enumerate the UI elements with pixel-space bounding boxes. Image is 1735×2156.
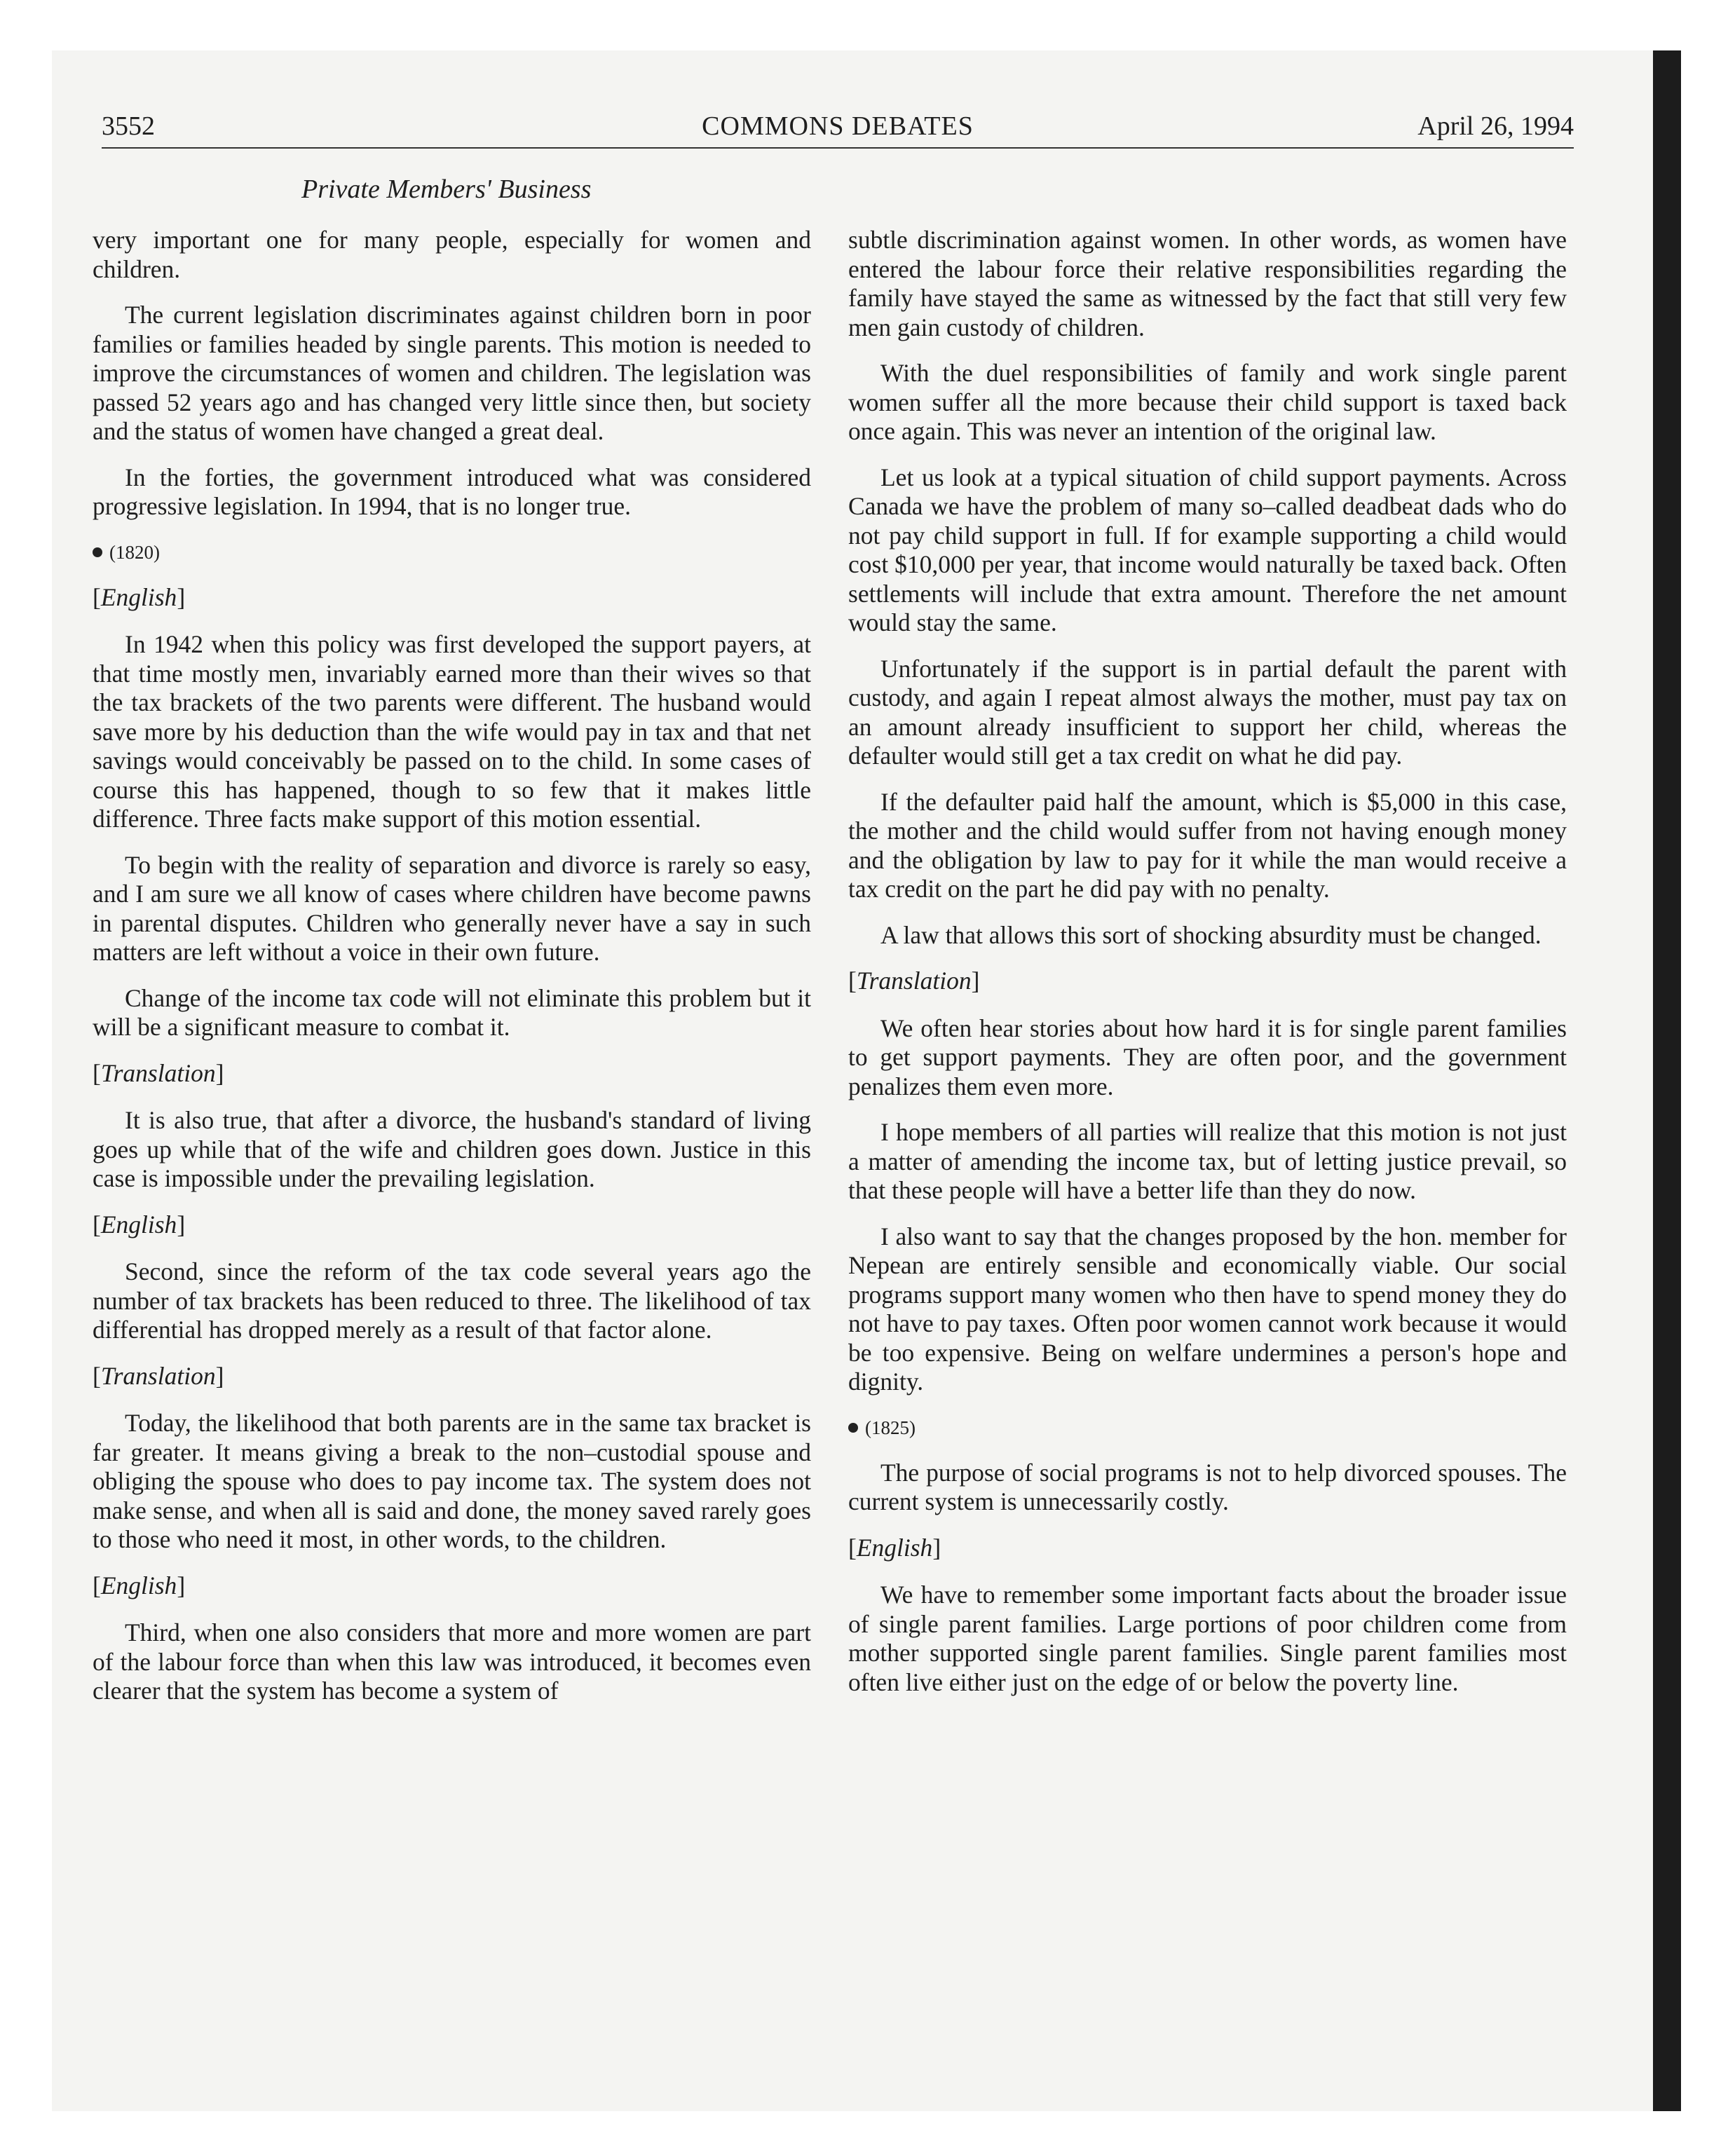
paragraph: very important one for many people, especially for women and children.	[93, 226, 811, 283]
header-rule	[102, 147, 1574, 149]
paragraph: In 1942 when this policy was first developed the support payers, at that time mostly men, invariably earned more than their wives so that the tax brackets of the two parents were different. The husband would save more by his deduction than the wife would pay in tax and that net savings would conceivably be passed on to the child. In some cases of course this has happened, though to so few that it makes little difference. Three facts make support of this motion essential.	[93, 630, 811, 833]
paragraph: I hope members of all parties will realize that this motion is not just a matter of amending the income tax, but of letting justice prevail, so that these people will have a better life than they do now.	[848, 1118, 1567, 1204]
language-marker: [English]	[848, 1533, 941, 1562]
paragraph: If the defaulter paid half the amount, which is $5,000 in this case, the mother and the child would suffer from not having enough money and the obligation by law to pay for it while the man would receive a tax credit on the part he did pay with no penalty.	[848, 787, 1567, 903]
paragraph: We have to remember some important facts about the broader issue of single parent families. Large portions of poor children come from mother supported single parent families. Single parent families most often live either just on the edge of or below the poverty line.	[848, 1581, 1567, 1696]
language-marker: [English]	[93, 582, 186, 611]
language-label: Translation	[100, 1058, 216, 1087]
language-label: English	[856, 1533, 933, 1562]
paragraph: I also want to say that the changes proposed by the hon. member for Nepean are entirely sensible and economically viable. Our social programs support many women who then have to spend money they do not have to pay taxes. Often poor women cannot work because it would be too expensive. Being on welfare undermines a person's hope and dignity.	[848, 1222, 1567, 1396]
paragraph: With the duel responsibilities of family and work single parent women suffer all the more because their child support is taxed back once again. This was never an intention of the original law.	[848, 359, 1567, 445]
language-marker: [Translation]	[93, 1058, 224, 1087]
language-label: Translation	[856, 967, 972, 995]
section-heading: Private Members' Business	[301, 175, 592, 204]
paragraph: The purpose of social programs is not to help divorced spouses. The current system is unnecessarily costly.	[848, 1458, 1567, 1515]
scan-edge-shadow	[1653, 50, 1681, 2111]
language-label: English	[100, 1571, 177, 1599]
time-stamp	[848, 1414, 1567, 1442]
left-column	[93, 226, 811, 1723]
paragraph: The current legislation discriminates against children born in poor families or families headed by single parents. This motion is needed to improve the circumstances of women and children. The legislation was passed 52 years ago and has changed very little since then, but society and the status of women have changed a great deal.	[93, 301, 811, 445]
paragraph: A law that allows this sort of shocking absurdity must be changed.	[880, 920, 1542, 949]
paragraph: It is also true, that after a divorce, the husband's standard of living goes up while that of the wife and children goes down. Justice in this case is impossible under the prevailing legislation.	[93, 1106, 811, 1192]
language-marker: [Translation]	[848, 967, 980, 995]
language-label: English	[100, 582, 177, 611]
page-number: 3552	[102, 111, 155, 141]
paragraph: Unfortunately if the support is in partial default the parent with custody, and again I repeat almost always the mother, must pay tax on an amount already insufficient to support her child, whereas the defaulter would still get a tax credit on what he did pay.	[848, 654, 1567, 770]
paragraph: Today, the likelihood that both parents are in the same tax bracket is far greater. It means giving a break to the non–custodial spouse and obliging the spouse who does to pay income tax. The system does not make sense, and when all is said and done, the money saved rarely goes to those who need it most, in other words, to the children.	[93, 1409, 811, 1553]
paragraph: Second, since the reform of the tax code several years ago the number of tax brackets has been reduced to three. The likelihood of tax differential has dropped merely as a result of that factor alone.	[93, 1257, 811, 1344]
language-marker: [Translation]	[93, 1361, 224, 1390]
paragraph: Change of the income tax code will not eliminate this problem but it will be a significant measure to combat it.	[93, 983, 811, 1041]
language-marker: [English]	[93, 1571, 186, 1599]
time-stamp	[93, 538, 811, 566]
language-marker: [English]	[93, 1210, 186, 1239]
language-label: Translation	[100, 1361, 216, 1390]
time-label: (1825)	[865, 1417, 916, 1438]
time-label: (1820)	[109, 541, 160, 563]
paragraph: Third, when one also considers that more and more women are part of the labour force than when this law was introduced, it becomes even clearer that the system has become a system of	[93, 1618, 811, 1705]
paragraph: In the forties, the government introduced what was considered progressive legislation. In 1994, that is no longer true.	[93, 463, 811, 520]
paragraph: subtle discrimination against women. In other words, as women have entered the labour force their relative responsibilities regarding the family have stayed the same as witnessed by the fact that still very few men gain custody of children.	[848, 226, 1567, 341]
paragraph: We often hear stories about how hard it is for single parent families to get support payments. They are often poor, and the government penalizes them even more.	[848, 1014, 1567, 1100]
page-header	[102, 104, 1574, 146]
paragraph: Let us look at a typical situation of child support payments. Across Canada we have the problem of many so–called deadbeat dads who do not pay child support in full. If for example supporting a child would cost $10,000 per year, that income would naturally be taxed back. Often settlements will include that extra amount. Therefore the net amount would stay the same.	[848, 463, 1567, 636]
paragraph: To begin with the reality of separation and divorce is rarely so easy, and I am sure we all know of cases where children have become pawns in parental disputes. Children who generally never have a say in such matters are left without a voice in their own future.	[93, 850, 811, 966]
language-label: English	[100, 1210, 177, 1239]
bullet-icon	[93, 547, 102, 557]
publication-date: April 26, 1994	[1417, 111, 1574, 141]
publication-title: COMMONS DEBATES	[702, 111, 974, 141]
right-column	[848, 226, 1567, 1714]
bullet-icon	[848, 1423, 858, 1433]
